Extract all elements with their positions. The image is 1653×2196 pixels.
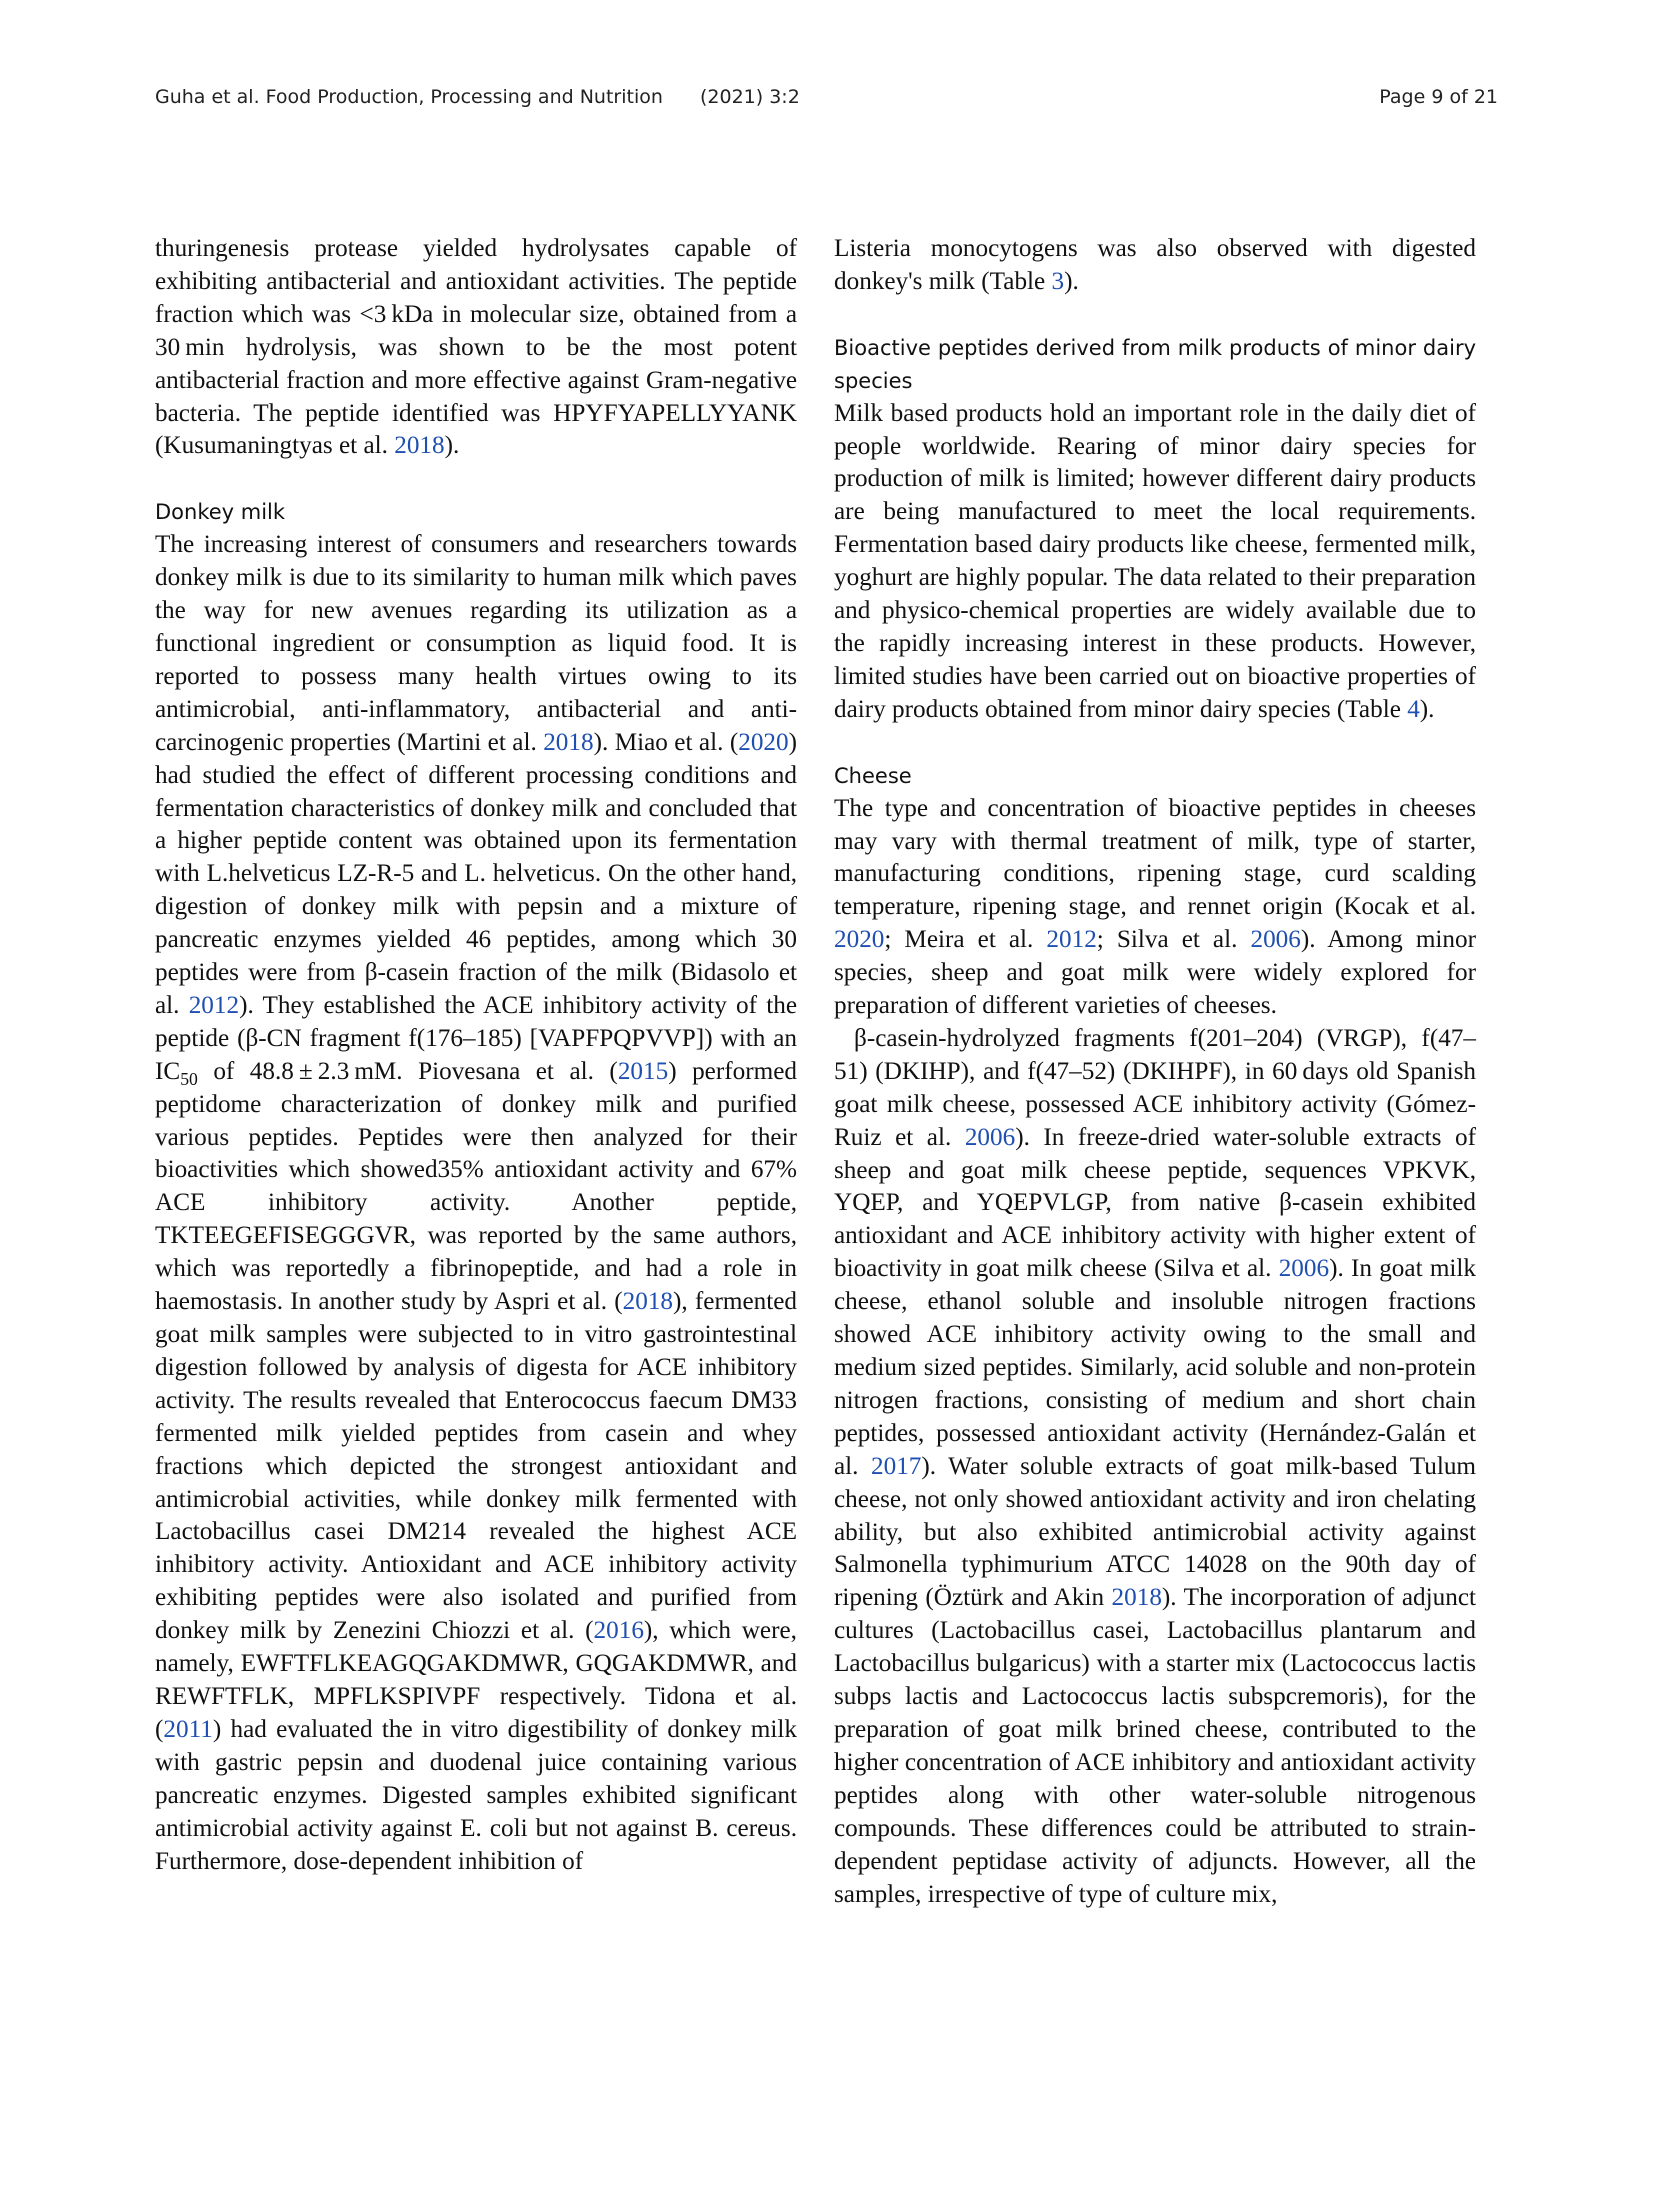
paragraph-continued: thuringenesis protease yielded hydrolysates capable of exhibiting antibacterial and antioxidant activities. The peptide fraction which was <3 kDa in molecular size, obtained from a 30 min hydrolysis, was shown to be the most potent antibacterial fraction and more effective against Gram-negative bacteria. The peptide identified was HPYFYAPELLYYANK (Kusumaningtyas et al. 2018). [155,235,797,460]
citation-link[interactable]: 2006 [964,1123,1016,1151]
citation-link[interactable]: 2012 [1046,926,1097,954]
section-heading-donkey-milk: Donkey milk [155,500,286,525]
running-header-journal: Guha et al. Food Production, Processing and Nutrition [155,86,663,108]
section-heading-cheese: Cheese [834,763,912,788]
citation-link[interactable]: 2018 [394,432,445,460]
citation-link[interactable]: 2018 [622,1288,673,1316]
section-heading-bioactive-peptides: Bioactive peptides derived from milk products of minor dairy species [834,335,1476,393]
table-reference-link[interactable]: 4 [1407,695,1420,723]
left-column [155,233,797,1878]
citation-link[interactable]: 2006 [1250,926,1301,954]
citation-link[interactable]: 2017 [871,1452,922,1480]
citation-link[interactable]: 2018 [1111,1584,1162,1612]
citation-link[interactable]: 2018 [543,728,594,756]
citation-link[interactable]: 2015 [617,1057,669,1085]
citation-link[interactable]: 2016 [593,1617,644,1645]
citation-link[interactable]: 2006 [1278,1255,1330,1283]
citation-link[interactable]: 2011 [163,1715,213,1743]
right-column [834,233,1476,1911]
citation-link[interactable]: 2020 [834,926,885,954]
paragraph-cheese-2: β-casein-hydrolyzed fragments f(201–204) (VRGP), f(47–51) (DKIHP), and f(47–52) (DKIHPF), in 60 days old Spanish goat milk cheese, possessed ACE inhibitory activity (Gómez-Ruiz et al. 2006). In freeze-dried water-soluble extracts of sheep and goat milk cheese peptide, sequences VPKVK, YQEP, and YQEPVLGP, from native β-casein exhibited antioxidant and ACE inhibitory activity with higher extent of bioactivity in goat milk cheese (Silva et al. 2006). In goat milk cheese, ethanol soluble and insoluble nitrogen fractions showed ACE inhibitory activity owing to the small and medium sized peptides. Similarly, acid soluble and non-protein nitrogen fractions, consisting of medium and short chain peptides, possessed antioxidant activity (Hernández-Galán et al. 2017). Water soluble extracts of goat milk-based Tulum cheese, not only showed antioxidant activity and iron chelating ability, but also exhibited antimicrobial activity against Salmonella typhimurium ATCC 14028 on the 90th day of ripening (Öztürk and Akin 2018). The incorporation of adjunct cultures (Lactobacillus casei, Lactobacillus plantarum and Lactobacillus bulgaricus) with a starter mix (Lactococcus lactis subps lactis and Lactococcus lactis subspcremoris), for the preparation of goat milk brined cheese, contributed to the higher concentration of ACE inhibitory and antioxidant activity peptides along with other water-soluble nitrogenous compounds. These differences could be attributed to strain-dependent peptidase activity of adjuncts. However, all the samples, irrespective of type of culture mix, [834,1024,1477,1908]
running-header-year: (2021) 3:2 [700,86,800,108]
running-header-page-number: Page 9 of 21 [1379,86,1498,108]
paragraph-cheese-1: The type and concentration of bioactive peptides in cheeses may vary with thermal treatment of milk, type of starter, manufacturing conditions, ripening stage, curd scalding temperature, ripening stage, and rennet origin (Kocak et al. 2020; Meira et al. 2012; Silva et al. 2006). Among minor species, sheep and goat milk were widely explored for preparation of different varieties of cheeses. [834,794,1476,1020]
paragraph-donkey-milk: The increasing interest of consumers and researchers towards donkey milk is due to its similarity to human milk which paves the way for new avenues regarding its utilization as a functional ingredient or consumption as liquid food. It is reported to possess many health virtues owing to its antimicrobial, anti-inflammatory, antibacterial and anti-carcinogenic properties (Martini et al. 2018). Miao et al. (2020) had studied the effect of different processing conditions and fermentation characteristics of donkey milk and concluded that a higher peptide content was obtained upon its fermentation with L.helveticus LZ-R-5 and L. helveticus. On the other hand, digestion of donkey milk with pepsin and a mixture of pancreatic enzymes yielded 46 peptides, among which 30 peptides were from β-casein fraction of the milk (Bidasolo et al. 2012). They established the ACE inhibitory activity of the peptide (β-CN fragment f(176–185) [VAPFPQPVVP]) with an $IC_{50}$ of 48.8 ± 2.3 mM. Piovesana et al. (2015) performed peptidome characterization of donkey milk and purified various peptides. Peptides were then analyzed for their bioactivities which showed35% antioxidant activity and 67% ACE inhibitory activity. Another peptide, TKTEEGEFISEGGGVR, was reported by the same authors, which was reportedly a fibrinopeptide, and had a role in haemostasis. In another study by Aspri et al. (2018), fermented goat milk samples were subjected to in vitro gastrointestinal digestion followed by analysis of digesta for ACE inhibitory activity. The results revealed that Enterococcus faecum DM33 fermented milk yielded peptides from casein and whey fractions which depicted the strongest antioxidant and antimicrobial activities, while donkey milk fermented with Lactobacillus casei DM214 revealed the highest ACE inhibitory activity. Antioxidant and ACE inhibitory activity exhibiting peptides were also isolated and purified from donkey milk by Zenezini Chiozzi et al. (2016), which were, namely, EWFTFLKEAGQGAKDMWR, GQGAKDMWR, and REWFTFLK, MPFLKSPIVPF respectively. Tidona et al. (2011) had evaluated the in vitro digestibility of donkey milk with gastric pepsin and duodenal juice containing various pancreatic enzymes. Digested samples exhibited significant antimicrobial activity against E. coli but not against B. cereus. Furthermore, dose-dependent inhibition of [155,531,797,1875]
citation-link[interactable]: 2020 [738,728,789,756]
paragraph-bioactive-peptides: Milk based products hold an important role in the daily diet of people worldwide. Rearing of minor dairy species for production of milk is limited; however different dairy products are being manufactured to meet the local requirements. Fermentation based dairy products like cheese, fermented milk, yoghurt are highly popular. The data related to their preparation and physico-chemical properties are widely available due to the rapidly increasing interest in these products. However, limited studies have been carried out on bioactive properties of dairy products obtained from minor dairy species (Table 4). [834,399,1476,723]
citation-link[interactable]: 2012 [188,991,240,1019]
paragraph-continued-right: Listeria monocytogens was also observed with digested donkey's milk (Table 3). [834,235,1476,295]
table-reference-link[interactable]: 3 [1051,267,1065,295]
subscript: 50 [180,1068,198,1089]
